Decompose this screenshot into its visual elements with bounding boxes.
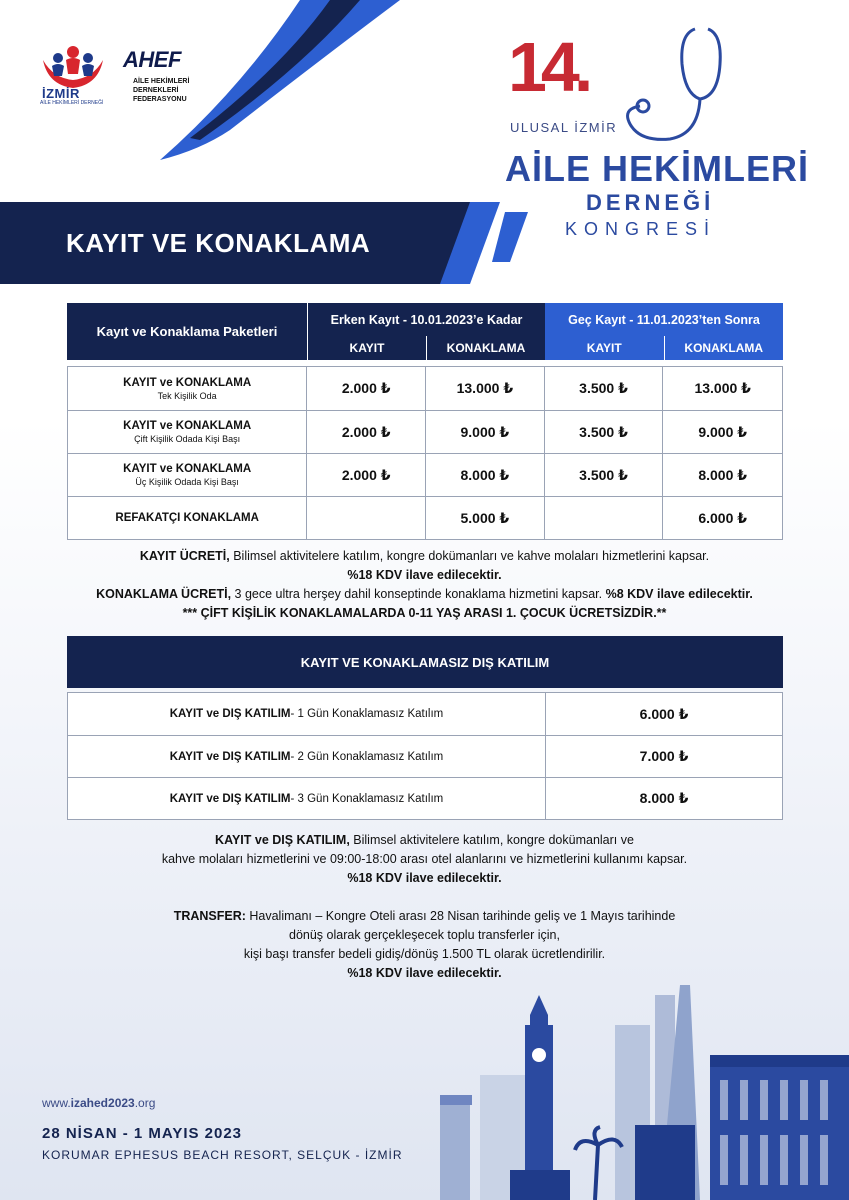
note-line	[0, 547, 849, 566]
note-line	[0, 869, 849, 888]
external-participation-header: KAYIT VE KONAKLAMASIZ DIŞ KATILIM	[67, 636, 783, 688]
ahef-sub-line: AİLE HEKİMLERİ	[133, 78, 190, 85]
note-line	[0, 566, 849, 585]
price-cell: 8.000 ₺	[426, 454, 545, 496]
congress-ulusal: ULUSAL İZMİR	[510, 120, 618, 135]
note-line	[0, 585, 849, 604]
late-registration-header	[545, 303, 783, 360]
price-cell: 3.500 ₺	[545, 367, 664, 410]
package-detail: Çift Kişilik Odada Kişi Başı	[134, 434, 241, 444]
participation-label	[68, 736, 546, 777]
participation-text: - 1 Gün Konaklamasız Katılım	[290, 708, 444, 720]
note-line: kişi başı transfer bedeli gidiş/dönüş 1.500 TL olarak ücretlendirilir.	[243, 947, 606, 961]
participation-label	[68, 778, 546, 819]
early-kayit-col: KAYIT	[308, 336, 427, 360]
note-line	[0, 831, 849, 850]
ahef-logo-text: AHEF	[123, 47, 181, 72]
registration-table	[67, 303, 783, 540]
transfer-notes	[0, 907, 849, 983]
table-row	[68, 735, 782, 777]
congress-dernegi: DERNEĞİ	[586, 190, 715, 215]
package-detail: Tek Kişilik Oda	[157, 390, 217, 401]
package-label	[68, 497, 307, 539]
late-title: Geç Kayıt - 11.01.2023’ten Sonra	[568, 312, 760, 327]
note-bold: TRANSFER:	[173, 909, 246, 923]
note-text: 3 gece ultra herşey dahil konseptinde konaklama hizmetini kapsar.	[231, 587, 606, 601]
external-participation-notes	[0, 831, 849, 888]
note-bold: %18 KDV ilave edilecektir.	[347, 871, 502, 885]
congress-aile-hekimleri: AİLE HEKİMLERİ	[505, 148, 810, 189]
note-line	[0, 964, 849, 983]
package-label	[68, 411, 307, 453]
note-bold: %18 KDV ilave edilecektir.	[347, 966, 502, 980]
table-row	[68, 367, 782, 410]
package-label	[68, 367, 307, 410]
ahef-sub-line: FEDERASYONU	[133, 96, 187, 103]
price-cell: 2.000 ₺	[307, 411, 426, 453]
participation-bold: KAYIT ve DIŞ KATILIM	[169, 792, 291, 805]
price-cell: 9.000 ₺	[698, 423, 748, 440]
package-detail: Üç Kişilik Odada Kişi Başı	[135, 477, 239, 487]
external-participation-table	[67, 692, 783, 820]
price-cell: 6.000 ₺	[639, 705, 689, 722]
price-cell: 7.000 ₺	[639, 748, 689, 764]
izmir-logo-text: İZMİR	[42, 86, 80, 101]
registration-table-header	[67, 303, 783, 360]
early-title: Erken Kayıt - 10.01.2023’e Kadar	[330, 312, 523, 327]
note-bold: KAYIT ve DIŞ KATILIM,	[215, 833, 350, 847]
price-cell: 5.000 ₺	[426, 497, 545, 539]
price-cell: 3.500 ₺	[545, 454, 664, 496]
early-konaklama-col: KONAKLAMA	[446, 341, 526, 355]
note-line	[0, 907, 849, 926]
table-row	[68, 777, 782, 819]
late-columns	[545, 336, 783, 360]
congress-kongresi: KONGRESİ	[565, 219, 717, 239]
note-bold: %8 KDV ilave edilecektir.	[605, 587, 753, 601]
registration-notes	[0, 547, 849, 623]
late-konaklama-col: KONAKLAMA	[684, 341, 764, 355]
early-columns	[308, 336, 545, 360]
note-line: dönüş olarak gerçekleşecek toplu transferler için,	[289, 928, 560, 942]
note-bold: KAYIT ÜCRETİ,	[139, 549, 230, 563]
table-row	[68, 496, 782, 539]
note-line: kahve molaları hizmetlerini ve 09:00-18:00 arası otel alanlarını ve hizmetlerini kullanımı kapsar.	[161, 852, 688, 866]
izmir-logo-subtitle: AİLE HEKİMLERİ DERNEĞİ	[40, 100, 104, 106]
participation-label	[68, 693, 546, 735]
package-name: KAYIT ve KONAKLAMA	[123, 463, 252, 475]
note-bold: *** ÇİFT KİŞİLİK KONAKLAMALARDA 0-11 YAŞ ARASI 1. ÇOCUK ÜCRETSİZDİR.**	[182, 606, 667, 620]
note-bold: KONAKLAMA ÜCRETİ,	[96, 587, 232, 601]
note-line	[0, 604, 849, 623]
congress-dates: 28 NİSAN - 1 MAYIS 2023	[42, 1125, 243, 1142]
package-name: REFAKATÇI KONAKLAMA	[115, 512, 259, 524]
price-cell	[307, 497, 426, 539]
website-link[interactable]	[42, 1096, 155, 1110]
package-name: KAYIT ve KONAKLAMA	[123, 376, 252, 389]
note-text: Bilimsel aktivitelere katılım, kongre dokümanları ve kahve molaları hizmetlerini kapsar.	[229, 549, 710, 563]
late-kayit-col: KAYIT	[545, 336, 665, 360]
table-row	[68, 410, 782, 453]
participation-text: - 2 Gün Konaklamasız Katılım	[290, 750, 444, 763]
web-prefix: www.	[42, 1096, 71, 1110]
price-cell: 9.000 ₺	[426, 411, 545, 453]
price-cell: 13.000 ₺	[426, 367, 545, 410]
price-cell: 3.500 ₺	[545, 411, 664, 453]
registration-table-body	[67, 366, 783, 540]
price-cell: 2.000 ₺	[307, 454, 426, 496]
package-name: KAYIT ve KONAKLAMA	[123, 420, 252, 432]
table-row	[68, 693, 782, 735]
price-cell	[545, 497, 664, 539]
note-text: Havalimanı – Kongre Oteli arası 28 Nisan tarihinde geliş ve 1 Mayıs tarihinde	[245, 909, 676, 923]
participation-bold: KAYIT ve DIŞ KATILIM	[169, 750, 291, 763]
price-cell: 6.000 ₺	[698, 509, 748, 526]
note-text: Bilimsel aktivitelere katılım, kongre dokümanları ve	[349, 833, 634, 847]
price-cell: 8.000 ₺	[639, 790, 689, 806]
ahef-logo-subtitle	[133, 77, 189, 104]
price-cell: 2.000 ₺	[307, 367, 426, 410]
web-suffix: .org	[134, 1096, 156, 1110]
participation-text: - 3 Gün Konaklamasız Katılım	[290, 792, 444, 805]
early-registration-header	[307, 303, 545, 360]
packages-header: Kayıt ve Konaklama Paketleri	[67, 303, 307, 360]
note-bold: %18 KDV ilave edilecektir.	[347, 568, 502, 582]
participation-bold: KAYIT ve DIŞ KATILIM	[169, 708, 291, 720]
izmir-skyline-illustration	[380, 985, 849, 1200]
congress-venue: KORUMAR EPHESUS BEACH RESORT, SELÇUK - İZMİR	[42, 1148, 403, 1162]
price-cell: 8.000 ₺	[698, 466, 748, 483]
package-label	[68, 454, 307, 496]
price-cell: 13.000 ₺	[694, 380, 751, 396]
table-row	[68, 453, 782, 496]
ahef-sub-line: DERNEKLERİ	[133, 87, 179, 94]
congress-number: 14.	[508, 28, 588, 106]
web-bold: izahed2023	[70, 1096, 135, 1110]
page-title: KAYIT VE KONAKLAMA	[66, 228, 371, 258]
